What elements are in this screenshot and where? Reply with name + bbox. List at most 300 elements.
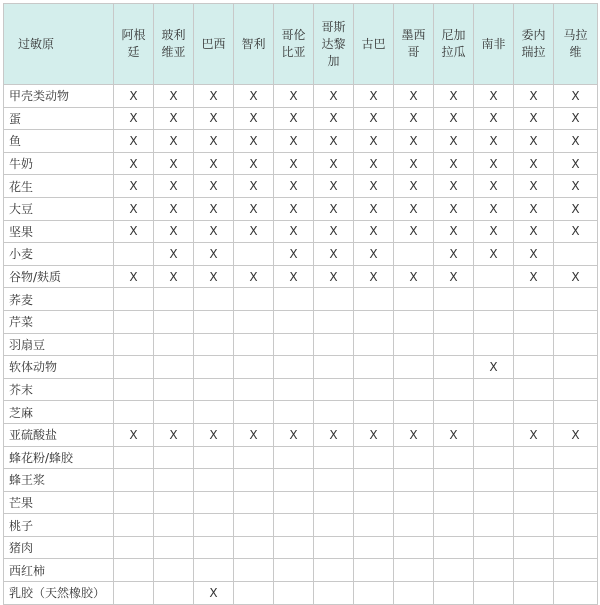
x-mark: X [529,201,538,216]
table-row [4,356,598,379]
x-mark: X [129,201,138,216]
country-name: 南非 [481,36,506,51]
mark-cell [474,107,514,130]
mark-cell [474,491,514,514]
allergen-name: 谷物/麸质 [4,265,114,288]
mark-cell [154,559,194,582]
mark-cell [314,107,354,130]
table-row [4,220,598,243]
mark-cell [514,333,554,356]
mark-cell [474,469,514,492]
mark-cell [194,333,234,356]
country-name: 墨西哥 [401,28,426,59]
mark-cell [434,356,474,379]
mark-cell [354,356,394,379]
mark-cell [554,446,598,469]
mark-cell [394,152,434,175]
x-mark: X [249,427,258,442]
mark-cell [434,446,474,469]
mark-cell [354,378,394,401]
mark-cell [274,265,314,288]
x-mark: X [249,179,258,194]
mark-cell [314,333,354,356]
mark-cell [394,197,434,220]
x-mark: X [209,156,218,171]
mark-cell [274,582,314,605]
table-row [4,243,598,266]
mark-cell [234,333,274,356]
mark-cell [154,220,194,243]
table-row [4,85,598,108]
mark-cell [194,152,234,175]
x-mark: X [249,111,258,126]
x-mark: X [571,88,580,103]
allergen-name: 桃子 [4,514,114,537]
allergen-name: 芹菜 [4,310,114,333]
mark-cell [394,491,434,514]
mark-cell [354,423,394,446]
x-mark: X [369,133,378,148]
mark-cell [554,356,598,379]
mark-cell [514,401,554,424]
country-header [394,4,434,85]
mark-cell [434,197,474,220]
allergen-name: 大豆 [4,197,114,220]
country-header [234,4,274,85]
mark-cell [434,152,474,175]
x-mark: X [289,224,298,239]
mark-cell [474,288,514,311]
mark-cell [434,582,474,605]
x-mark: X [329,111,338,126]
mark-cell [354,310,394,333]
mark-cell [154,423,194,446]
mark-cell [514,243,554,266]
mark-cell [314,197,354,220]
mark-cell [474,378,514,401]
allergen-name: 羽扇豆 [4,333,114,356]
x-mark: X [369,224,378,239]
mark-cell [114,130,154,153]
mark-cell [234,559,274,582]
x-mark: X [169,111,178,126]
allergen-name: 软体动物 [4,356,114,379]
mark-cell [234,582,274,605]
x-mark: X [529,179,538,194]
mark-cell [514,288,554,311]
mark-cell [354,197,394,220]
mark-cell [514,265,554,288]
mark-cell [314,446,354,469]
table-row [4,197,598,220]
mark-cell [234,152,274,175]
mark-cell [554,333,598,356]
mark-cell [434,559,474,582]
mark-cell [354,401,394,424]
x-mark: X [169,88,178,103]
country-header [114,4,154,85]
mark-cell [434,288,474,311]
mark-cell [394,514,434,537]
x-mark: X [529,133,538,148]
x-mark: X [489,133,498,148]
table-row [4,514,598,537]
x-mark: X [529,224,538,239]
x-mark: X [169,156,178,171]
x-mark: X [489,179,498,194]
x-mark: X [489,201,498,216]
mark-cell [514,220,554,243]
allergen-name: 荞麦 [4,288,114,311]
table-row [4,152,598,175]
mark-cell [474,401,514,424]
mark-cell [274,514,314,537]
allergen-name: 花生 [4,175,114,198]
x-mark: X [129,88,138,103]
mark-cell [194,265,234,288]
allergen-name: 芒果 [4,491,114,514]
mark-cell [274,378,314,401]
mark-cell [554,559,598,582]
mark-cell [354,130,394,153]
x-mark: X [409,88,418,103]
mark-cell [314,243,354,266]
mark-cell [234,243,274,266]
mark-cell [154,152,194,175]
x-mark: X [209,201,218,216]
mark-cell [474,130,514,153]
mark-cell [234,265,274,288]
x-mark: X [129,111,138,126]
mark-cell [274,288,314,311]
country-name: 玻利维亚 [161,28,186,59]
mark-cell [394,243,434,266]
country-header [194,4,234,85]
country-header [154,4,194,85]
mark-cell [234,175,274,198]
mark-cell [314,310,354,333]
mark-cell [394,333,434,356]
mark-cell [474,582,514,605]
mark-cell [434,243,474,266]
allergen-name: 猪肉 [4,536,114,559]
mark-cell [354,152,394,175]
mark-cell [194,220,234,243]
mark-cell [434,130,474,153]
mark-cell [474,85,514,108]
x-mark: X [209,246,218,261]
mark-cell [394,378,434,401]
country-name: 尼加拉瓜 [441,28,466,59]
x-mark: X [369,246,378,261]
mark-cell [354,220,394,243]
mark-cell [234,423,274,446]
mark-cell [394,582,434,605]
mark-cell [114,175,154,198]
mark-cell [554,85,598,108]
x-mark: X [169,201,178,216]
mark-cell [234,288,274,311]
x-mark: X [571,111,580,126]
x-mark: X [369,88,378,103]
mark-cell [434,469,474,492]
x-mark: X [449,133,458,148]
table-row [4,333,598,356]
mark-cell [194,310,234,333]
x-mark: X [489,111,498,126]
table-row [4,107,598,130]
x-mark: X [529,88,538,103]
mark-cell [554,378,598,401]
table-row [4,559,598,582]
mark-cell [114,197,154,220]
mark-cell [194,378,234,401]
x-mark: X [409,427,418,442]
mark-cell [274,423,314,446]
mark-cell [514,310,554,333]
allergen-column-header: 过敏原 [4,4,114,85]
mark-cell [554,265,598,288]
mark-cell [554,582,598,605]
mark-cell [154,288,194,311]
mark-cell [314,288,354,311]
mark-cell [194,356,234,379]
x-mark: X [329,179,338,194]
x-mark: X [571,156,580,171]
mark-cell [474,446,514,469]
x-mark: X [169,269,178,284]
mark-cell [354,559,394,582]
x-mark: X [289,133,298,148]
mark-cell [354,85,394,108]
x-mark: X [409,156,418,171]
mark-cell [194,469,234,492]
x-mark: X [369,269,378,284]
mark-cell [274,401,314,424]
mark-cell [474,175,514,198]
mark-cell [274,333,314,356]
x-mark: X [449,201,458,216]
x-mark: X [571,224,580,239]
x-mark: X [489,246,498,261]
mark-cell [114,356,154,379]
mark-cell [514,197,554,220]
mark-cell [234,378,274,401]
mark-cell [354,469,394,492]
mark-cell [114,243,154,266]
x-mark: X [449,111,458,126]
mark-cell [114,446,154,469]
mark-cell [274,130,314,153]
mark-cell [154,175,194,198]
x-mark: X [209,585,218,600]
x-mark: X [449,88,458,103]
x-mark: X [529,269,538,284]
mark-cell [554,310,598,333]
mark-cell [474,356,514,379]
mark-cell [314,514,354,537]
mark-cell [354,265,394,288]
table-row [4,582,598,605]
mark-cell [274,559,314,582]
mark-cell [154,469,194,492]
mark-cell [354,107,394,130]
country-header [514,4,554,85]
mark-cell [154,356,194,379]
mark-cell [514,152,554,175]
x-mark: X [489,359,498,374]
mark-cell [234,197,274,220]
mark-cell [554,469,598,492]
mark-cell [194,85,234,108]
mark-cell [194,130,234,153]
x-mark: X [209,133,218,148]
mark-cell [194,401,234,424]
x-mark: X [329,224,338,239]
mark-cell [514,356,554,379]
table-row [4,446,598,469]
x-mark: X [489,224,498,239]
mark-cell [314,582,354,605]
mark-cell [474,152,514,175]
allergen-name: 亚硫酸盐 [4,423,114,446]
mark-cell [514,536,554,559]
mark-cell [434,85,474,108]
mark-cell [314,175,354,198]
mark-cell [394,401,434,424]
x-mark: X [329,427,338,442]
country-name: 智利 [241,36,266,51]
mark-cell [154,107,194,130]
mark-cell [194,559,234,582]
mark-cell [114,514,154,537]
mark-cell [114,469,154,492]
mark-cell [154,536,194,559]
x-mark: X [571,201,580,216]
mark-cell [474,310,514,333]
mark-cell [194,514,234,537]
x-mark: X [289,88,298,103]
mark-cell [514,446,554,469]
x-mark: X [369,179,378,194]
mark-cell [514,582,554,605]
mark-cell [154,514,194,537]
mark-cell [394,265,434,288]
x-mark: X [329,201,338,216]
mark-cell [154,243,194,266]
mark-cell [394,288,434,311]
mark-cell [274,243,314,266]
country-header [274,4,314,85]
country-header [474,4,514,85]
mark-cell [354,446,394,469]
mark-cell [394,423,434,446]
x-mark: X [449,224,458,239]
mark-cell [394,130,434,153]
mark-cell [154,265,194,288]
x-mark: X [129,133,138,148]
table-row [4,378,598,401]
x-mark: X [571,269,580,284]
mark-cell [354,582,394,605]
mark-cell [114,559,154,582]
mark-cell [554,491,598,514]
mark-cell [114,582,154,605]
mark-cell [114,288,154,311]
country-name: 阿根廷 [121,28,146,59]
mark-cell [514,85,554,108]
x-mark: X [571,427,580,442]
x-mark: X [449,427,458,442]
mark-cell [274,175,314,198]
x-mark: X [489,88,498,103]
mark-cell [314,401,354,424]
mark-cell [114,333,154,356]
mark-cell [114,491,154,514]
mark-cell [474,536,514,559]
mark-cell [514,469,554,492]
mark-cell [434,265,474,288]
mark-cell [434,310,474,333]
mark-cell [354,536,394,559]
x-mark: X [289,201,298,216]
x-mark: X [209,88,218,103]
mark-cell [394,310,434,333]
x-mark: X [449,156,458,171]
x-mark: X [329,246,338,261]
mark-cell [154,582,194,605]
country-name: 委内瑞拉 [521,28,546,59]
mark-cell [234,469,274,492]
x-mark: X [329,133,338,148]
mark-cell [114,265,154,288]
mark-cell [274,220,314,243]
x-mark: X [249,224,258,239]
mark-cell [474,559,514,582]
mark-cell [554,197,598,220]
mark-cell [274,469,314,492]
allergen-name: 西红柿 [4,559,114,582]
x-mark: X [369,111,378,126]
x-mark: X [129,224,138,239]
x-mark: X [409,201,418,216]
mark-cell [434,107,474,130]
mark-cell [194,288,234,311]
x-mark: X [449,179,458,194]
x-mark: X [169,427,178,442]
mark-cell [554,107,598,130]
mark-cell [154,446,194,469]
x-mark: X [289,269,298,284]
mark-cell [114,85,154,108]
mark-cell [194,536,234,559]
allergen-name: 蜂花粉/蜂胶 [4,446,114,469]
mark-cell [274,356,314,379]
table-row [4,175,598,198]
mark-cell [234,446,274,469]
country-header [554,4,598,85]
allergen-table [3,3,598,605]
mark-cell [274,446,314,469]
allergen-name: 坚果 [4,220,114,243]
mark-cell [394,536,434,559]
mark-cell [234,401,274,424]
mark-cell [514,107,554,130]
country-name: 巴西 [201,36,226,51]
x-mark: X [449,269,458,284]
mark-cell [554,536,598,559]
x-mark: X [571,179,580,194]
